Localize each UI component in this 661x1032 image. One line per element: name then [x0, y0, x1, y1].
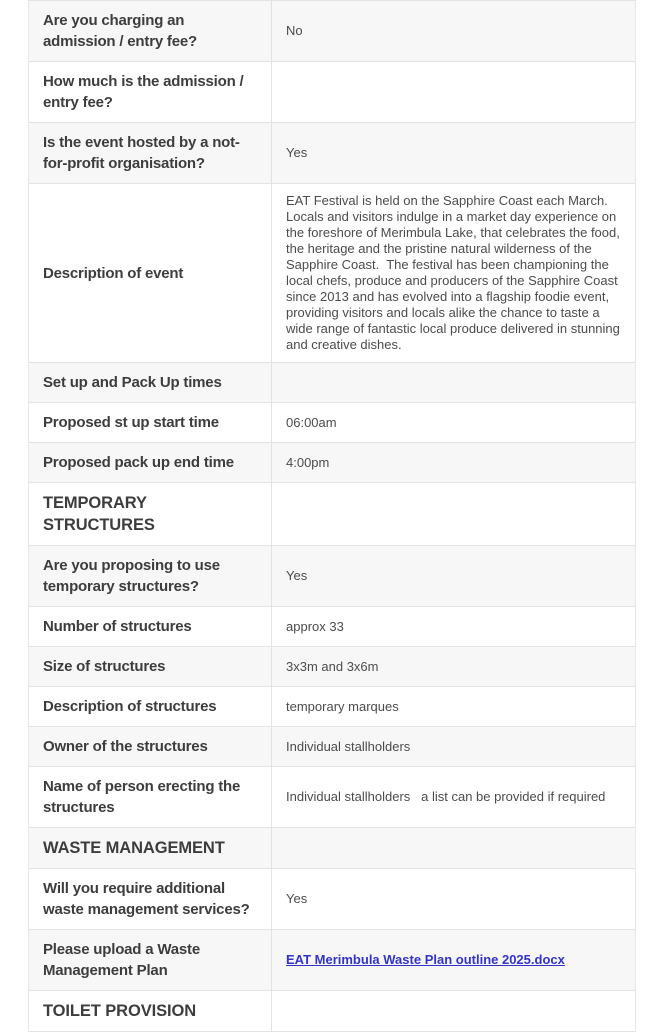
form-row	[29, 403, 635, 443]
answer-text: Individual stallholders	[286, 738, 411, 754]
form-row	[29, 443, 635, 483]
question-label-cell	[29, 483, 272, 545]
question-label: Description of event	[43, 264, 184, 282]
answer-cell	[272, 483, 635, 545]
form-row	[29, 1, 635, 62]
answer-cell	[272, 123, 635, 183]
question-label: Proposed pack up end time	[43, 454, 234, 471]
answer-text: 4:00pm	[286, 454, 330, 470]
form-row	[29, 687, 635, 727]
question-label-cell	[29, 1, 272, 61]
section-header-label: TEMPORARY STRUCTURES	[43, 494, 155, 534]
answer-cell	[272, 727, 635, 766]
answer-cell	[272, 443, 635, 482]
question-label: Proposed st up start time	[43, 414, 219, 431]
question-label: How much is the admission / entry fee?	[43, 73, 244, 111]
section-header-row	[29, 483, 635, 546]
question-label: Are you charging an admission / entry fee?	[43, 12, 197, 50]
answer-text: Yes	[286, 891, 308, 906]
question-label-cell	[29, 443, 272, 482]
answer-text: Individual stallholders a list can be provided if required	[286, 789, 606, 804]
answer-cell	[272, 930, 635, 990]
answer-cell	[272, 991, 635, 1031]
question-label: Name of person erecting the structures	[43, 778, 241, 816]
question-label: Please upload a Waste Management Plan	[43, 941, 200, 979]
answer-cell	[272, 647, 635, 686]
form-row	[29, 647, 635, 687]
question-label: Are you proposing to use temporary structures?	[43, 557, 220, 595]
form-row	[29, 607, 635, 647]
question-label-cell	[29, 403, 272, 442]
answer-cell	[272, 184, 635, 362]
question-label: Number of structures	[43, 618, 192, 635]
answer-text: approx 33	[286, 618, 344, 634]
question-label-cell	[29, 727, 272, 766]
question-label-cell	[29, 607, 272, 646]
question-label: Set up and Pack Up times	[43, 374, 222, 391]
form-row	[29, 62, 635, 123]
answer-text: Yes	[286, 145, 308, 160]
section-header-label: TOILET PROVISION	[43, 1002, 197, 1020]
answer-text: 3x3m and 3x6m	[286, 658, 379, 674]
question-label-cell	[29, 647, 272, 686]
question-label-cell	[29, 184, 272, 362]
answer-cell	[272, 687, 635, 726]
question-label-cell	[29, 687, 272, 726]
answer-cell	[272, 1, 635, 61]
question-label-cell	[29, 828, 272, 868]
question-label-cell	[29, 123, 272, 183]
form-row	[29, 363, 635, 403]
answer-text: EAT Festival is held on the Sapphire Coast each March. Locals and visitors indulge in a market day experience on the foreshore of Merimbula Lake, that celebrates the food, the heritage and the pristine natural wilderness of the Sapphire Coast. The festival has been championing the local chefs, produce and producers of the Sapphire Coast since 2013 and has evolved into a flagship foodie event, providing visitors and locals alike the chance to taste a wide range of fantastic local produce delivered in stunning and creative dishes.	[286, 193, 624, 352]
form-row	[29, 869, 635, 930]
answer-cell	[272, 363, 635, 402]
question-label-cell	[29, 869, 272, 929]
question-label: Is the event hosted by a not-for-profit organisation?	[43, 134, 240, 172]
question-label: Description of structures	[43, 698, 217, 715]
event-application-form-table	[28, 0, 636, 1032]
form-row	[29, 184, 635, 363]
question-label-cell	[29, 767, 272, 827]
question-label-cell	[29, 62, 272, 122]
answer-text: temporary marques	[286, 698, 399, 714]
form-row	[29, 546, 635, 607]
answer-cell	[272, 828, 635, 868]
section-header-row	[29, 828, 635, 869]
answer-text: Yes	[286, 568, 308, 583]
answer-cell	[272, 607, 635, 646]
question-label-cell	[29, 546, 272, 606]
answer-cell	[272, 767, 635, 827]
answer-text: No	[286, 23, 303, 38]
form-row	[29, 727, 635, 767]
question-label: Owner of the structures	[43, 738, 208, 755]
answer-cell	[272, 546, 635, 606]
answer-cell	[272, 62, 635, 122]
question-label-cell	[29, 991, 272, 1031]
section-header-label: WASTE MANAGEMENT	[43, 839, 225, 857]
answer-cell	[272, 869, 635, 929]
waste-plan-file-link[interactable]: EAT Merimbula Waste Plan outline 2025.docx	[286, 952, 565, 967]
form-row	[29, 930, 635, 991]
answer-cell	[272, 403, 635, 442]
question-label-cell	[29, 930, 272, 990]
form-row	[29, 123, 635, 184]
form-row	[29, 767, 635, 828]
section-header-row	[29, 991, 635, 1032]
answer-text: 06:00am	[286, 414, 337, 430]
question-label: Size of structures	[43, 658, 166, 675]
question-label-cell	[29, 363, 272, 402]
question-label: Will you require additional waste management services?	[43, 880, 250, 918]
